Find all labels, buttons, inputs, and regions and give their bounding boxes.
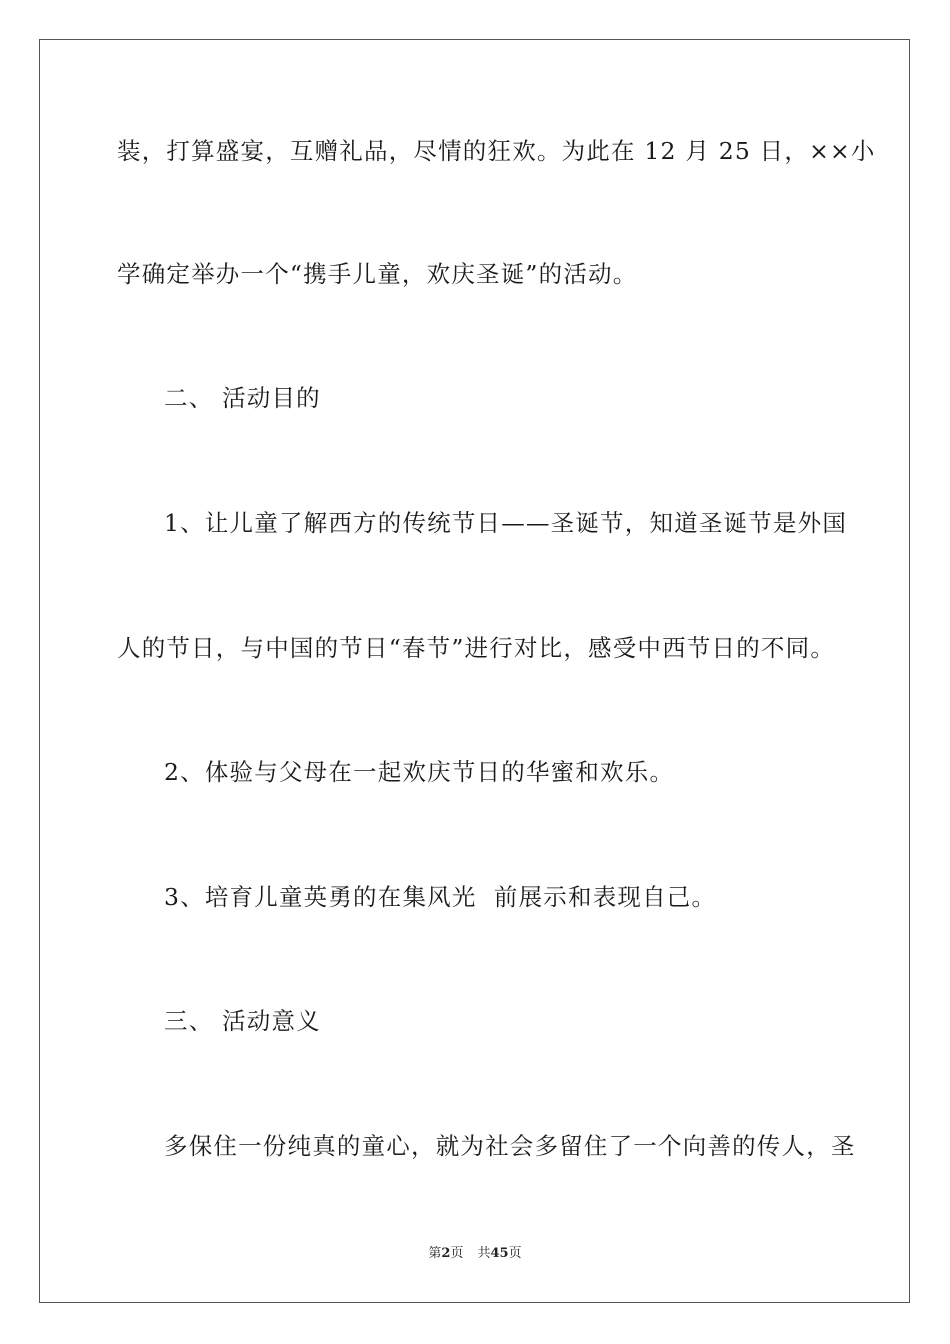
page-suffix: 页 xyxy=(450,1246,464,1261)
section-heading-significance: 三、 活动意义 xyxy=(164,1007,321,1035)
total-pages: 45 xyxy=(490,1246,509,1261)
purpose-item-1-line-1: 1、让儿童了解西方的传统节日——圣诞节，知道圣诞节是外国 xyxy=(164,509,848,537)
body-line-1: 装，打算盛宴，互赠礼品，尽情的狂欢。为此在 12 月 25 日，××小 xyxy=(117,137,876,165)
body-line-2: 学确定举办一个“携手儿童，欢庆圣诞”的活动。 xyxy=(117,260,638,288)
purpose-item-2: 2、体验与父母在一起欢庆节日的华蜜和欢乐。 xyxy=(164,758,675,786)
page-prefix: 第 xyxy=(428,1246,442,1261)
total-suffix: 页 xyxy=(508,1246,522,1261)
page-border xyxy=(39,39,910,1303)
page-footer xyxy=(0,1245,950,1263)
purpose-item-1-line-2: 人的节日，与中国的节日“春节”进行对比，感受中西节日的不同。 xyxy=(117,634,836,662)
significance-paragraph-line-1: 多保住一份纯真的童心，就为社会多留住了一个向善的传人，圣 xyxy=(164,1132,856,1160)
purpose-item-3: 3、培育儿童英勇的在集风光 前展示和表现自己。 xyxy=(164,883,717,911)
total-prefix: 共 xyxy=(477,1246,491,1261)
page-number: 2 xyxy=(441,1246,451,1261)
section-heading-purpose: 二、 活动目的 xyxy=(164,384,321,412)
